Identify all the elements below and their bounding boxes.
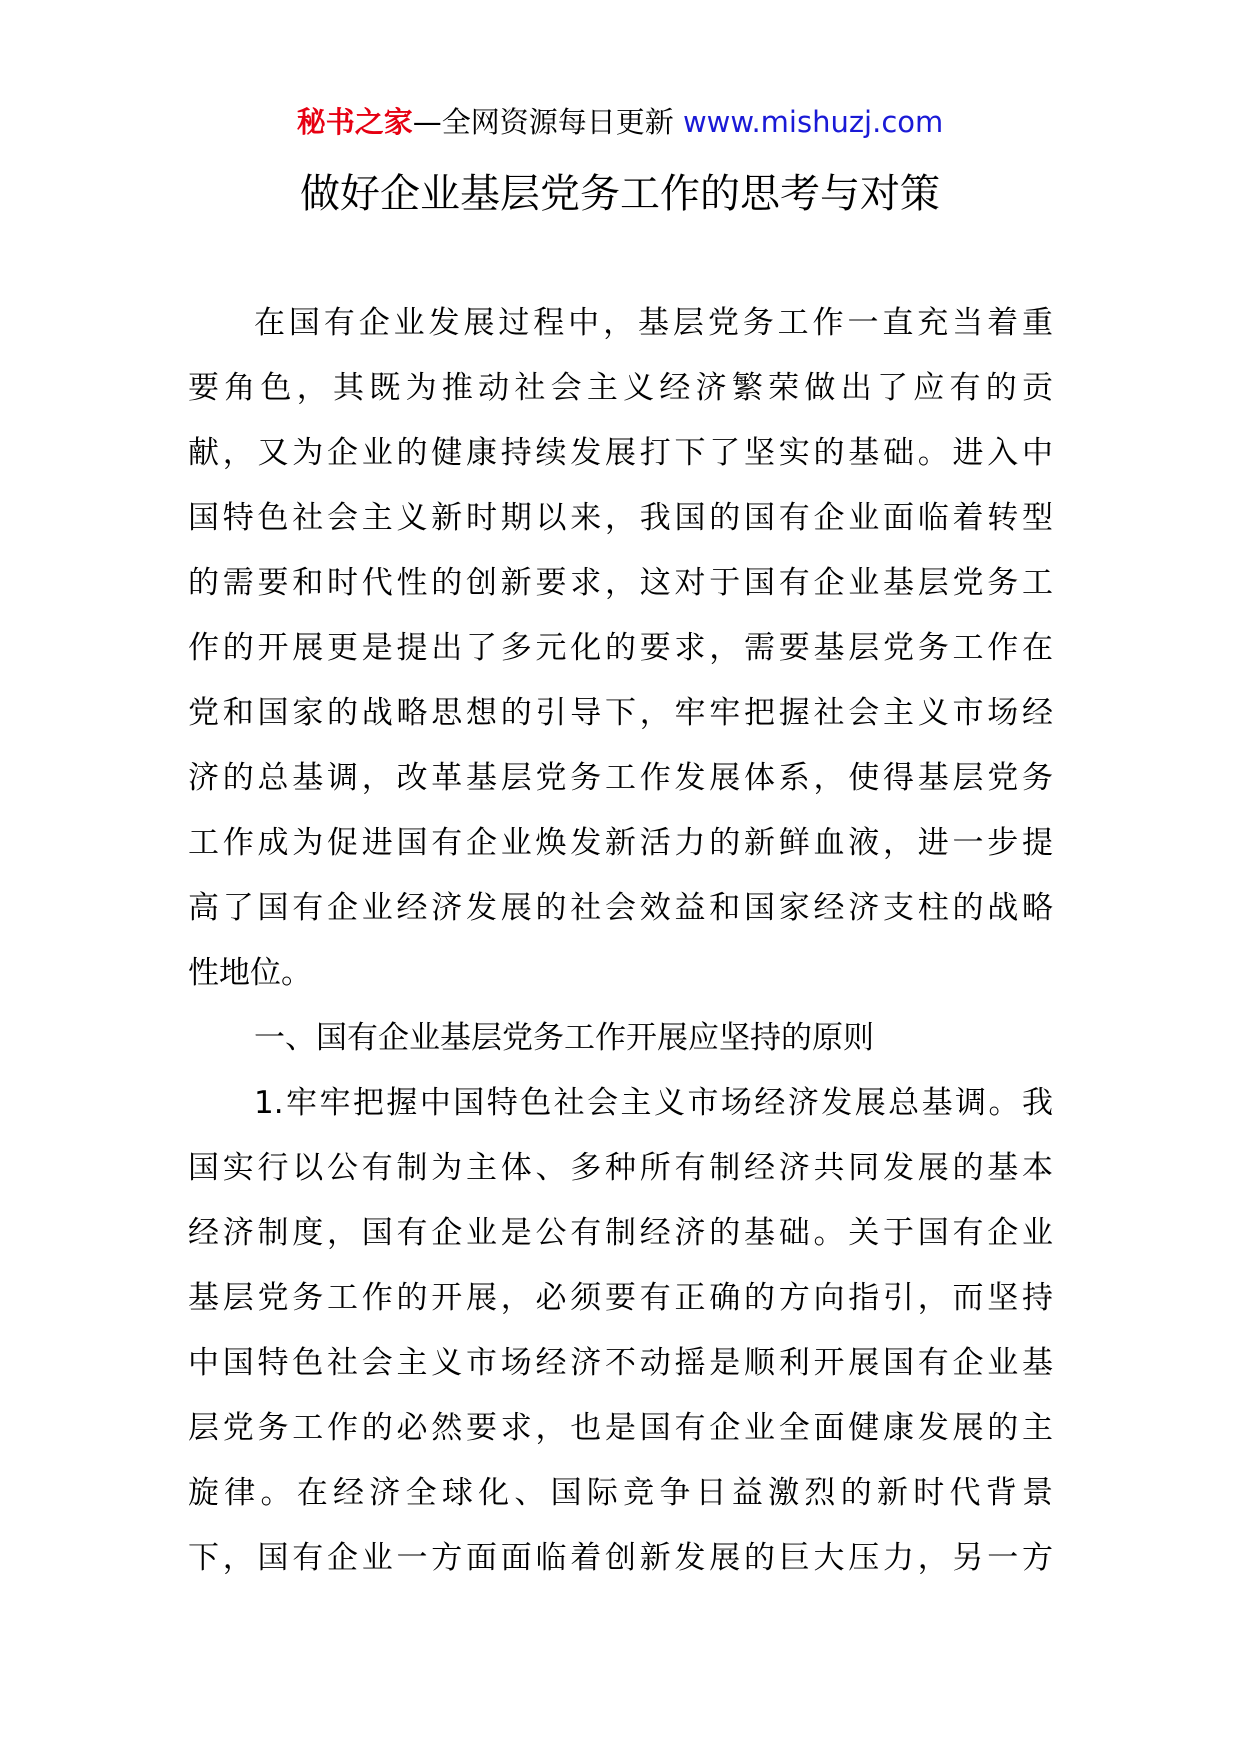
site-header	[0, 100, 1240, 144]
text-line: 下，国有企业一方面面临着创新发展的巨大压力，另一方	[188, 1540, 1053, 1576]
text-line: 中国特色社会主义市场经济不动摇是顺利开展国有企业基	[188, 1345, 1053, 1381]
brand-name: 秘书之家	[296, 105, 413, 139]
site-tagline: —全网资源每日更新	[412, 105, 683, 139]
text-line: 的需要和时代性的创新要求，这对于国有企业基层党务工	[188, 565, 1053, 601]
text-line: 1.牢牢把握中国特色社会主义市场经济发展总基调。我	[254, 1085, 1053, 1121]
text-line: 党和国家的战略思想的引导下，牢牢把握社会主义市场经	[188, 695, 1053, 731]
document-body	[188, 291, 1053, 1591]
text-line: 旋律。在经济全球化、国际竞争日益激烈的新时代背景	[188, 1475, 1053, 1511]
text-line: 工作成为促进国有企业焕发新活力的新鲜血液，进一步提	[188, 825, 1053, 861]
text-line: 献，又为企业的健康持续发展打下了坚实的基础。进入中	[188, 435, 1053, 471]
site-url-link[interactable]: www.mishuzj.com	[682, 105, 944, 139]
text-line: 国特色社会主义新时期以来，我国的国有企业面临着转型	[188, 500, 1053, 536]
text-line: 层党务工作的必然要求，也是国有企业全面健康发展的主	[188, 1410, 1053, 1446]
text-line: 性地位。	[188, 955, 312, 991]
text-line: 国实行以公有制为主体、多种所有制经济共同发展的基本	[188, 1150, 1053, 1186]
text-line: 作的开展更是提出了多元化的要求，需要基层党务工作在	[188, 630, 1053, 666]
text-line: 在国有企业发展过程中，基层党务工作一直充当着重	[254, 305, 1053, 341]
text-line: 经济制度，国有企业是公有制经济的基础。关于国有企业	[188, 1215, 1053, 1251]
text-line: 高了国有企业经济发展的社会效益和国家经济支柱的战略	[188, 890, 1053, 926]
text-line: 一、国有企业基层党务工作开展应坚持的原则	[254, 1020, 874, 1056]
text-line: 基层党务工作的开展，必须要有正确的方向指引，而坚持	[188, 1280, 1053, 1316]
document-title: 做好企业基层党务工作的思考与对策	[300, 171, 940, 217]
text-line: 要角色，其既为推动社会主义经济繁荣做出了应有的贡	[188, 370, 1053, 406]
text-line: 济的总基调，改革基层党务工作发展体系，使得基层党务	[188, 760, 1053, 796]
